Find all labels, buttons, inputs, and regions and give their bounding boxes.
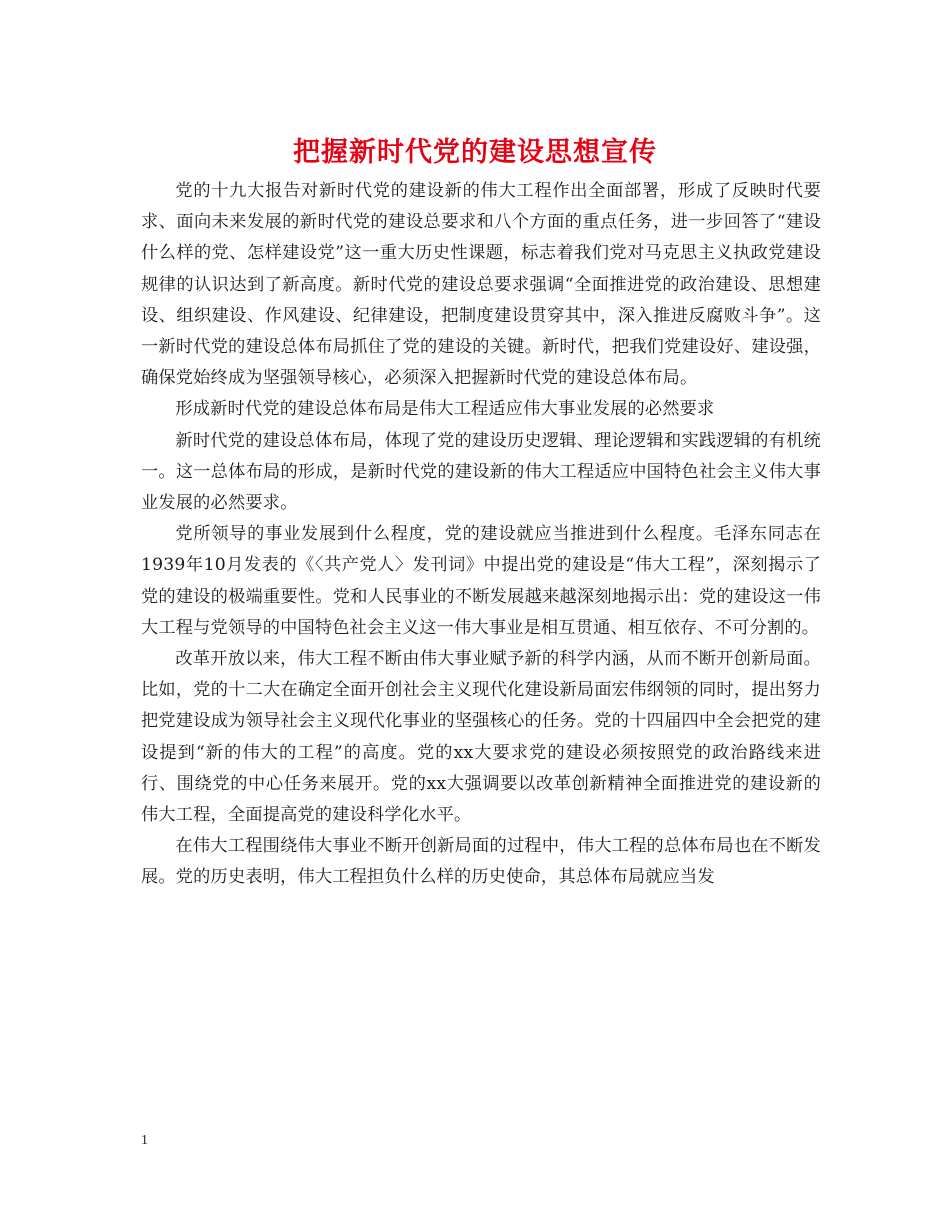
- paragraph: 党的十九大报告对新时代党的建设新的伟大工程作出全面部署，形成了反映时代要求、面向未来发展的新时代党的建设总要求和八个方面的重点任务，进一步回答了“建设什么样的党、怎样建设党”这一重大历史性课题，标志着我们党对马克思主义执政党建设规律的认识达到了新高度。新时代党的建设总要求强调“全面推进党的政治建设、思想建设、组织建设、作风建设、纪律建设，把制度建设贯穿其中，深入推进反腐败斗争”。这一新时代党的建设总体布局抓住了党的建设的关键。新时代，把我们党建设好、建设强，确保党始终成为坚强领导核心，必须深入把握新时代党的建设总体布局。: [141, 181, 821, 389]
- section-heading: 形成新时代党的建设总体布局是伟大工程适应伟大事业发展的必然要求: [175, 399, 715, 420]
- paragraph: 改革开放以来，伟大工程不断由伟大事业赋予新的科学内涵，从而不断开创新局面。比如，党的十二大在确定全面开创社会主义现代化建设新局面宏伟纲领的同时，提出努力把党建设成为领导社会主义现代化事业的坚强核心的任务。党的十四届四中全会把党的建设提到“新的伟大的工程”的高度。党的xx大要求党的建设必须按照党的政治路线来进行、围绕党的中心任务来展开。党的xx大强调要以改革创新精神全面推进党的建设新的伟大工程，全面提高党的建设科学化水平。: [141, 649, 821, 826]
- document-title: 把握新时代党的建设思想宣传: [293, 137, 657, 168]
- page-number: 1: [141, 1133, 148, 1148]
- document-body: [141, 176, 821, 894]
- paragraph: 在伟大工程围绕伟大事业不断开创新局面的过程中，伟大工程的总体布局也在不断发展。党的历史表明，伟大工程担负什么样的历史使命，其总体布局就应当发: [141, 836, 821, 888]
- paragraph: 新时代党的建设总体布局，体现了党的建设历史逻辑、理论逻辑和实践逻辑的有机统一。这一总体布局的形成，是新时代党的建设新的伟大工程适应中国特色社会主义伟大事业发展的必然要求。: [141, 430, 821, 514]
- paragraph: 党所领导的事业发展到什么程度，党的建设就应当推进到什么程度。毛泽东同志在1939年10月发表的《〈共产党人〉发刊词》中提出党的建设是“伟大工程”，深刻揭示了党的建设的极端重要性。党和人民事业的不断发展越来越深刻地揭示出：党的建设这一伟大工程与党领导的中国特色社会主义这一伟大事业是相互贯通、相互依存、不可分割的。: [141, 524, 821, 638]
